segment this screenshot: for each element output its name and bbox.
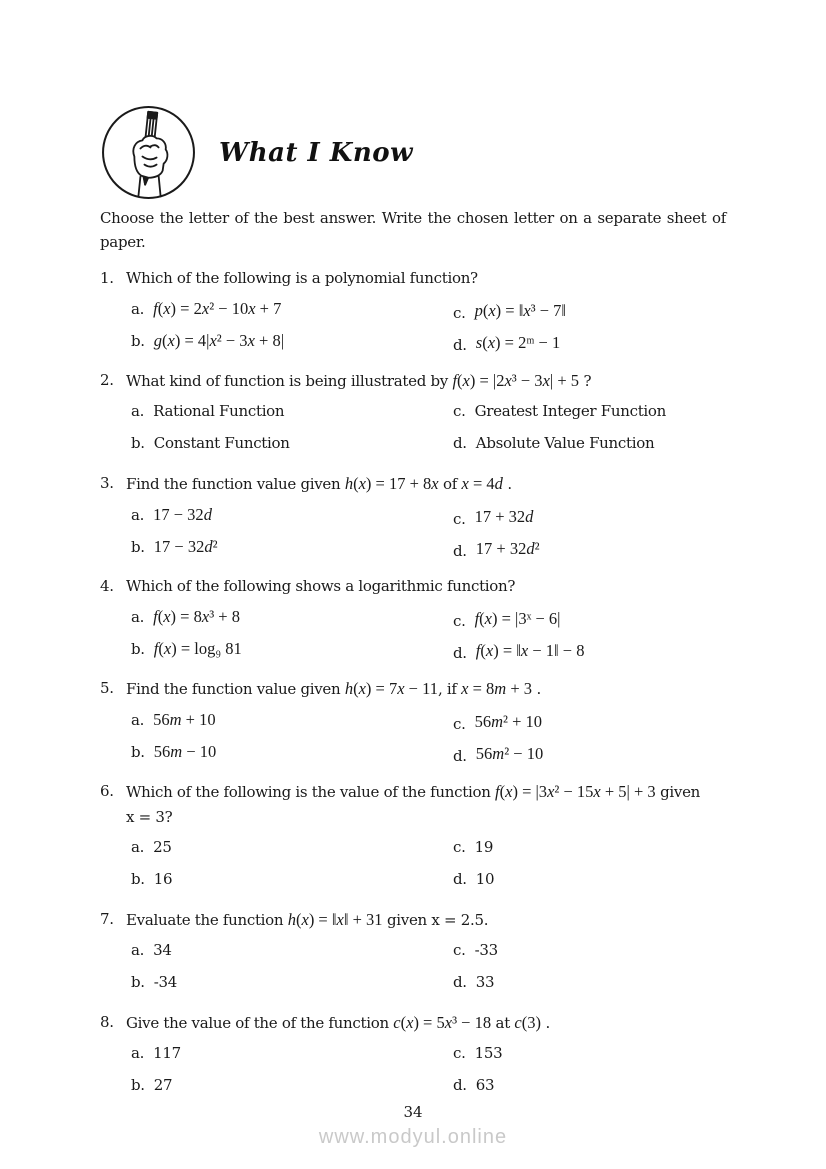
page-title: What I Know <box>219 137 413 168</box>
prompt-text: x = 3? <box>126 808 173 826</box>
question-6 <box>100 779 726 897</box>
prompt-text: given x = 2.5. <box>382 911 489 929</box>
question-5 <box>100 676 726 769</box>
option-5b <box>131 737 453 769</box>
option-letter: d. <box>453 973 467 991</box>
option-6a <box>131 833 453 865</box>
option-1b <box>131 326 453 358</box>
option-letter: b. <box>131 434 145 452</box>
option-letter: b. <box>131 640 145 658</box>
option-2b <box>131 429 453 461</box>
question-number: 4. <box>100 577 114 595</box>
option-8c <box>453 1039 726 1071</box>
option-5a <box>131 705 453 737</box>
option-letter: d. <box>453 747 467 765</box>
question-4 <box>100 574 726 666</box>
option-1a <box>131 294 453 326</box>
prompt-text: at <box>491 1014 515 1032</box>
option-6d <box>453 865 726 897</box>
option-math: 56m² + 10 <box>474 712 543 731</box>
option-text: Constant Function <box>153 434 290 452</box>
option-math: 17 − 32d <box>153 505 212 524</box>
prompt-text: . <box>540 1014 550 1032</box>
prompt-text: Find the function value given <box>126 475 345 493</box>
option-letter: b. <box>131 870 145 888</box>
options-grid <box>131 602 726 666</box>
options-grid <box>131 705 726 769</box>
prompt-text: , if <box>438 680 462 698</box>
prompt-text: Which of the following shows a logarithmic function? <box>126 577 516 595</box>
question-number: 7. <box>100 910 114 928</box>
option-text: 19 <box>474 838 494 856</box>
prompt-math: c(x) = 5x³ − 18 <box>393 1013 492 1032</box>
prompt-text: Give the value of the of the function <box>126 1014 394 1032</box>
option-5c <box>453 705 726 737</box>
question-number: 6. <box>100 782 114 800</box>
options-grid <box>131 1039 726 1103</box>
option-math: 56m² − 10 <box>475 744 544 763</box>
option-2d <box>453 429 726 461</box>
option-2a <box>131 397 453 429</box>
option-3b <box>131 532 453 564</box>
question-prompt <box>126 779 726 830</box>
option-letter: a. <box>131 506 145 524</box>
question-7 <box>100 907 726 1000</box>
prompt-math: h(x) = 7x − 11 <box>344 679 438 698</box>
option-text: 16 <box>153 870 173 888</box>
option-letter: d. <box>453 542 467 560</box>
option-math: 56m + 10 <box>153 710 216 729</box>
page-number: 34 <box>403 1103 423 1121</box>
prompt-text: ? <box>579 372 592 390</box>
option-letter: a. <box>131 300 145 318</box>
option-1c <box>453 294 726 326</box>
question-prompt <box>126 676 726 702</box>
option-1d <box>453 326 726 358</box>
option-8a <box>131 1039 453 1071</box>
option-6b <box>131 865 453 897</box>
option-6c <box>453 833 726 865</box>
instructions-text: Choose the letter of the best answer. Write the chosen letter on a separate sheet of paper. <box>100 209 726 251</box>
option-letter: a. <box>131 838 145 856</box>
option-2c <box>453 397 726 429</box>
option-letter: c. <box>453 402 466 420</box>
option-letter: d. <box>453 434 467 452</box>
option-math: f(x) = ‖x − 1‖ − 8 <box>475 641 585 660</box>
option-letter: b. <box>131 973 145 991</box>
option-letter: b. <box>131 332 145 350</box>
prompt-text: of <box>438 475 462 493</box>
prompt-math: h(x) = ‖x‖ + 31 <box>287 910 383 929</box>
option-letter: c. <box>453 1044 466 1062</box>
prompt-text: . <box>532 680 541 698</box>
option-text: 10 <box>475 870 495 888</box>
options-grid <box>131 294 726 358</box>
option-math: 56m − 10 <box>153 742 217 761</box>
prompt-text: Which of the following is the value of the function <box>126 783 496 801</box>
option-math: 17 + 32d² <box>475 539 540 558</box>
prompt-text: Which of the following is a polynomial function? <box>126 269 478 287</box>
option-letter: d. <box>453 870 467 888</box>
option-letter: a. <box>131 608 145 626</box>
option-text: Absolute Value Function <box>475 434 655 452</box>
option-8d <box>453 1071 726 1103</box>
question-number: 1. <box>100 269 114 287</box>
question-2 <box>100 368 726 461</box>
option-7a <box>131 936 453 968</box>
option-letter: d. <box>453 336 467 354</box>
option-letter: c. <box>453 510 466 528</box>
options-grid <box>131 936 726 1000</box>
option-text: -33 <box>474 941 498 959</box>
question-prompt <box>126 1010 726 1036</box>
watermark-text: www.modyul.online <box>318 1126 508 1148</box>
option-letter: c. <box>453 838 466 856</box>
option-4a <box>131 602 453 634</box>
prompt-text: given <box>655 783 701 801</box>
hand-pencil-icon <box>100 104 197 201</box>
option-letter: a. <box>131 1044 145 1062</box>
question-number: 5. <box>100 679 114 697</box>
option-text: 27 <box>153 1076 173 1094</box>
option-letter: b. <box>131 1076 145 1094</box>
option-letter: d. <box>453 644 467 662</box>
option-math: f(x) = 8x³ + 8 <box>153 607 240 626</box>
option-8b <box>131 1071 453 1103</box>
option-math: f(x) = |3ˣ − 6| <box>474 609 561 628</box>
option-letter: a. <box>131 711 145 729</box>
section-header <box>100 104 726 201</box>
option-5d <box>453 737 726 769</box>
prompt-math: x = 4d <box>461 474 503 493</box>
prompt-text: Find the function value given <box>126 680 345 698</box>
option-7b <box>131 968 453 1000</box>
prompt-text: . <box>502 475 512 493</box>
prompt-text: Evaluate the function <box>126 911 288 929</box>
options-grid <box>131 500 726 564</box>
option-text: 117 <box>153 1044 181 1062</box>
question-prompt <box>126 907 726 933</box>
option-text: 25 <box>153 838 172 856</box>
prompt-math: c(3) <box>514 1013 541 1032</box>
option-letter: b. <box>131 538 145 556</box>
prompt-math: f(x) = |3x² − 15x + 5| + 3 <box>495 782 656 801</box>
question-prompt <box>126 266 726 291</box>
options-grid <box>131 833 726 897</box>
option-3a <box>131 500 453 532</box>
option-letter: c. <box>453 304 466 322</box>
question-8 <box>100 1010 726 1103</box>
option-letter: b. <box>131 743 145 761</box>
option-text: 34 <box>153 941 172 959</box>
option-letter: a. <box>131 941 145 959</box>
option-text: 153 <box>474 1044 503 1062</box>
option-text: Greatest Integer Function <box>474 402 667 420</box>
prompt-math: x = 8m + 3 <box>461 679 533 698</box>
option-text: -34 <box>153 973 178 991</box>
option-4b <box>131 634 453 666</box>
prompt-math: f(x) = |2x³ − 3x| + 5 <box>452 371 579 390</box>
option-letter: c. <box>453 612 466 630</box>
option-7c <box>453 936 726 968</box>
question-prompt <box>126 471 726 497</box>
option-3c <box>453 500 726 532</box>
option-text: 33 <box>475 973 495 991</box>
option-math: p(x) = ‖x³ − 7‖ <box>474 301 567 320</box>
question-3 <box>100 471 726 564</box>
question-prompt <box>126 574 726 599</box>
option-7d <box>453 968 726 1000</box>
option-letter: c. <box>453 941 466 959</box>
option-letter: a. <box>131 402 145 420</box>
question-number: 2. <box>100 371 114 389</box>
option-letter: c. <box>453 715 466 733</box>
option-text: Rational Function <box>153 402 285 420</box>
option-4c <box>453 602 726 634</box>
options-grid <box>131 397 726 461</box>
option-math: s(x) = 2ᵐ − 1 <box>475 333 561 352</box>
option-text: 63 <box>475 1076 495 1094</box>
option-letter: d. <box>453 1076 467 1094</box>
option-math: f(x) = 2x² − 10x + 7 <box>153 299 282 318</box>
prompt-text: What kind of function is being illustrated by <box>126 372 453 390</box>
option-3d <box>453 532 726 564</box>
question-prompt <box>126 368 726 394</box>
option-math: f(x) = log₉ 81 <box>153 639 242 658</box>
question-list <box>100 266 726 1103</box>
prompt-math: h(x) = 17 + 8x <box>344 474 439 493</box>
question-number: 8. <box>100 1013 114 1031</box>
option-4d <box>453 634 726 666</box>
question-1 <box>100 266 726 358</box>
option-math: g(x) = 4|x² − 3x + 8| <box>153 331 284 350</box>
option-math: 17 + 32d <box>474 507 534 526</box>
option-math: 17 − 32d² <box>153 537 218 556</box>
question-number: 3. <box>100 474 114 492</box>
